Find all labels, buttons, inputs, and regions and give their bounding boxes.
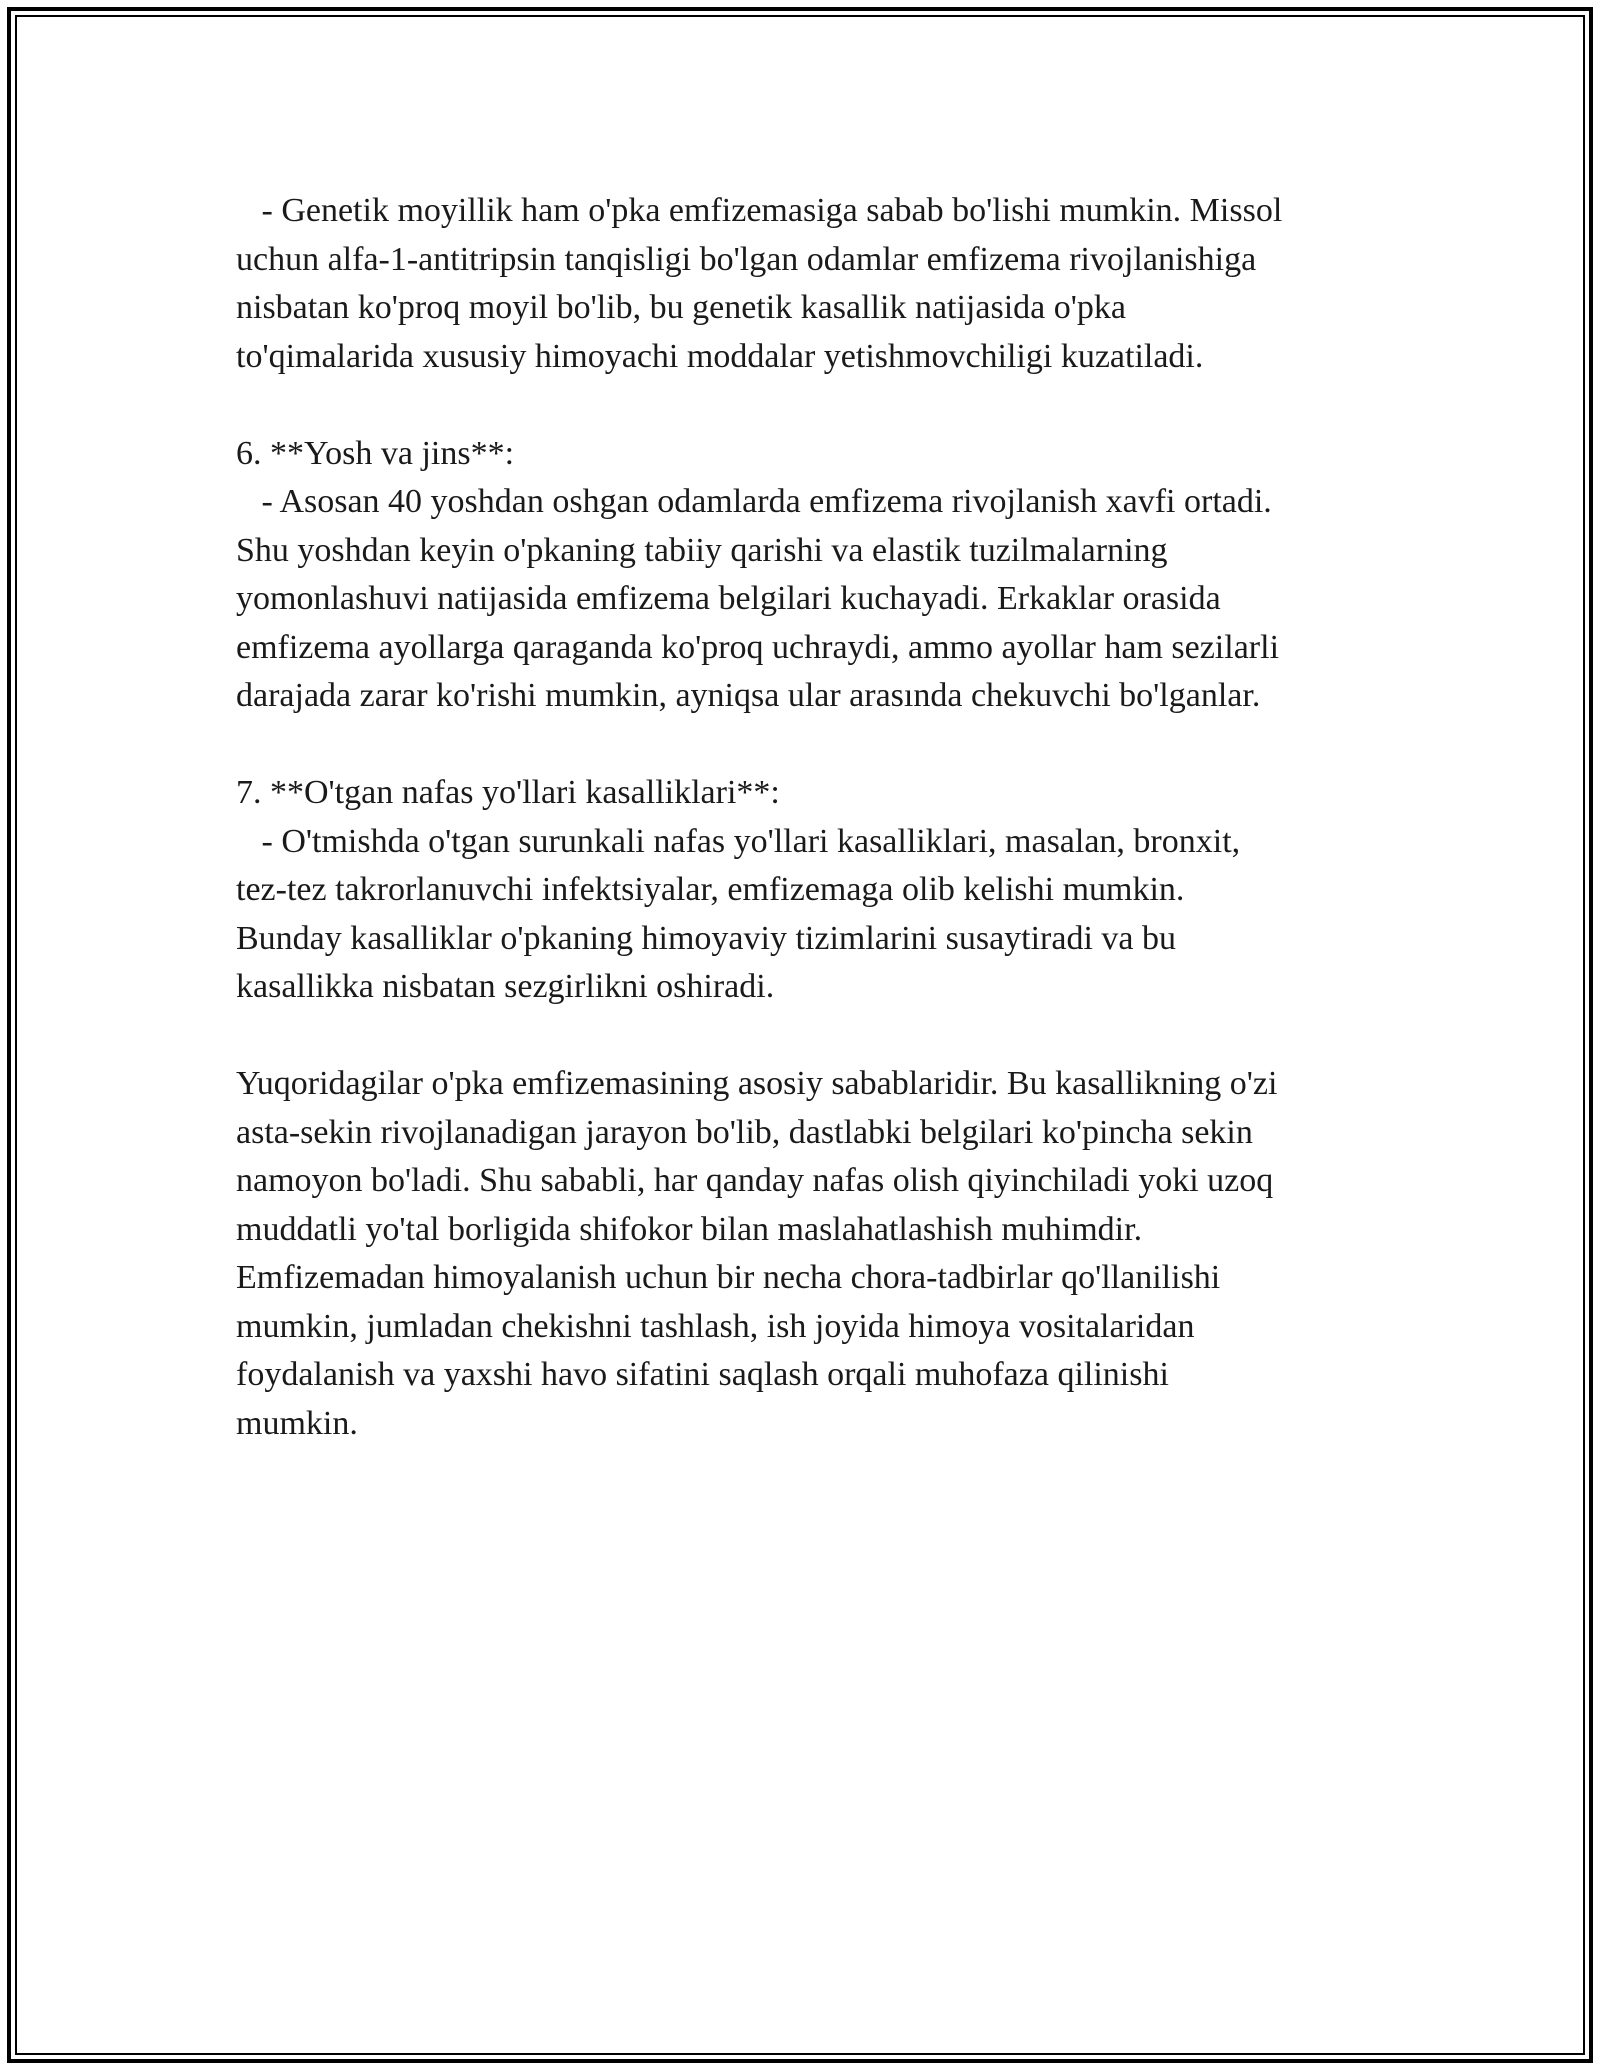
text-line: tez-tez takrorlanuvchi infektsiyalar, emfizemaga olib kelishi mumkin.: [236, 871, 1185, 908]
text-line: namoyon bo'ladi. Shu sababli, har qanday nafas olish qiyinchiladi yoki uzoq: [236, 1162, 1274, 1199]
text-line: asta-sekin rivojlanadigan jarayon bo'lib, dastlabki belgilari ko'pincha sekin: [236, 1113, 1253, 1151]
text-line: Emfizemadan himoyalanish uchun bir necha chora-tadbirlar qo'llanilishi: [236, 1259, 1221, 1296]
paragraph-spacer: [236, 1012, 1396, 1061]
text-line: - Asosan 40 yoshdan oshgan odamlarda emfizema rivojlanish xavfi ortadi.: [236, 483, 1272, 520]
text-line: - Genetik moyillik ham o'pka emfizemasiga sabab bo'lishi mumkin. Missol: [236, 192, 1283, 229]
document-body: [236, 187, 1396, 1448]
text-line: kasallikka nisbatan sezgirlikni oshiradi.: [236, 968, 775, 1005]
text-line: muddatli yo'tal borligida shifokor bilan maslahatlashish muhimdir.: [236, 1210, 1143, 1248]
section-heading: 6. **Yosh va jins**:: [236, 434, 515, 472]
section-heading: 7. **O'tgan nafas yo'llari kasalliklari**:: [236, 774, 780, 811]
text-line: emfizema ayollarga qaraganda ko'proq uchraydi, ammo ayollar ham sezilarli: [236, 628, 1280, 666]
paragraph-spacer: [236, 381, 1396, 430]
paragraph-conclusion: [236, 1060, 1396, 1448]
paragraph-spacer: [236, 721, 1396, 770]
text-line: nisbatan ko'proq moyil bo'lib, bu genetik kasallik natijasida o'pka: [236, 289, 1126, 326]
text-line: to'qimalarida xususiy himoyachi moddalar yetishmovchiligi kuzatiladi.: [236, 337, 1204, 375]
text-line: - O'tmishda o'tgan surunkali nafas yo'llari kasalliklari, masalan, bronxit,: [236, 822, 1241, 860]
text-line: Yuqoridagilar o'pka emfizemasining asosiy sabablaridir. Bu kasallikning o'zi: [236, 1065, 1278, 1102]
text-line: Shu yoshdan keyin o'pkaning tabiiy qarishi va elastik tuzilmalarning: [236, 531, 1168, 569]
text-line: foydalanish va yaxshi havo sifatini saqlash orqali muhofaza qilinishi: [236, 1356, 1169, 1393]
text-line: mumkin.: [236, 1404, 358, 1442]
paragraph-genetic: [236, 187, 1396, 381]
paragraph-past-diseases: [236, 769, 1396, 1012]
text-line: yomonlashuvi natijasida emfizema belgilari kuchayadi. Erkaklar orasida: [236, 580, 1221, 617]
paragraph-age-sex: [236, 430, 1396, 721]
text-line: uchun alfa-1-antitripsin tanqisligi bo'lgan odamlar emfizema rivojlanishiga: [236, 240, 1257, 278]
text-line: darajada zarar ko'rishi mumkin, ayniqsa ular arasında chekuvchi bo'lganlar.: [236, 677, 1261, 714]
text-line: mumkin, jumladan chekishni tashlash, ish joyida himoya vositalaridan: [236, 1307, 1195, 1345]
text-line: Bunday kasalliklar o'pkaning himoyaviy tizimlarini susaytiradi va bu: [236, 919, 1176, 957]
